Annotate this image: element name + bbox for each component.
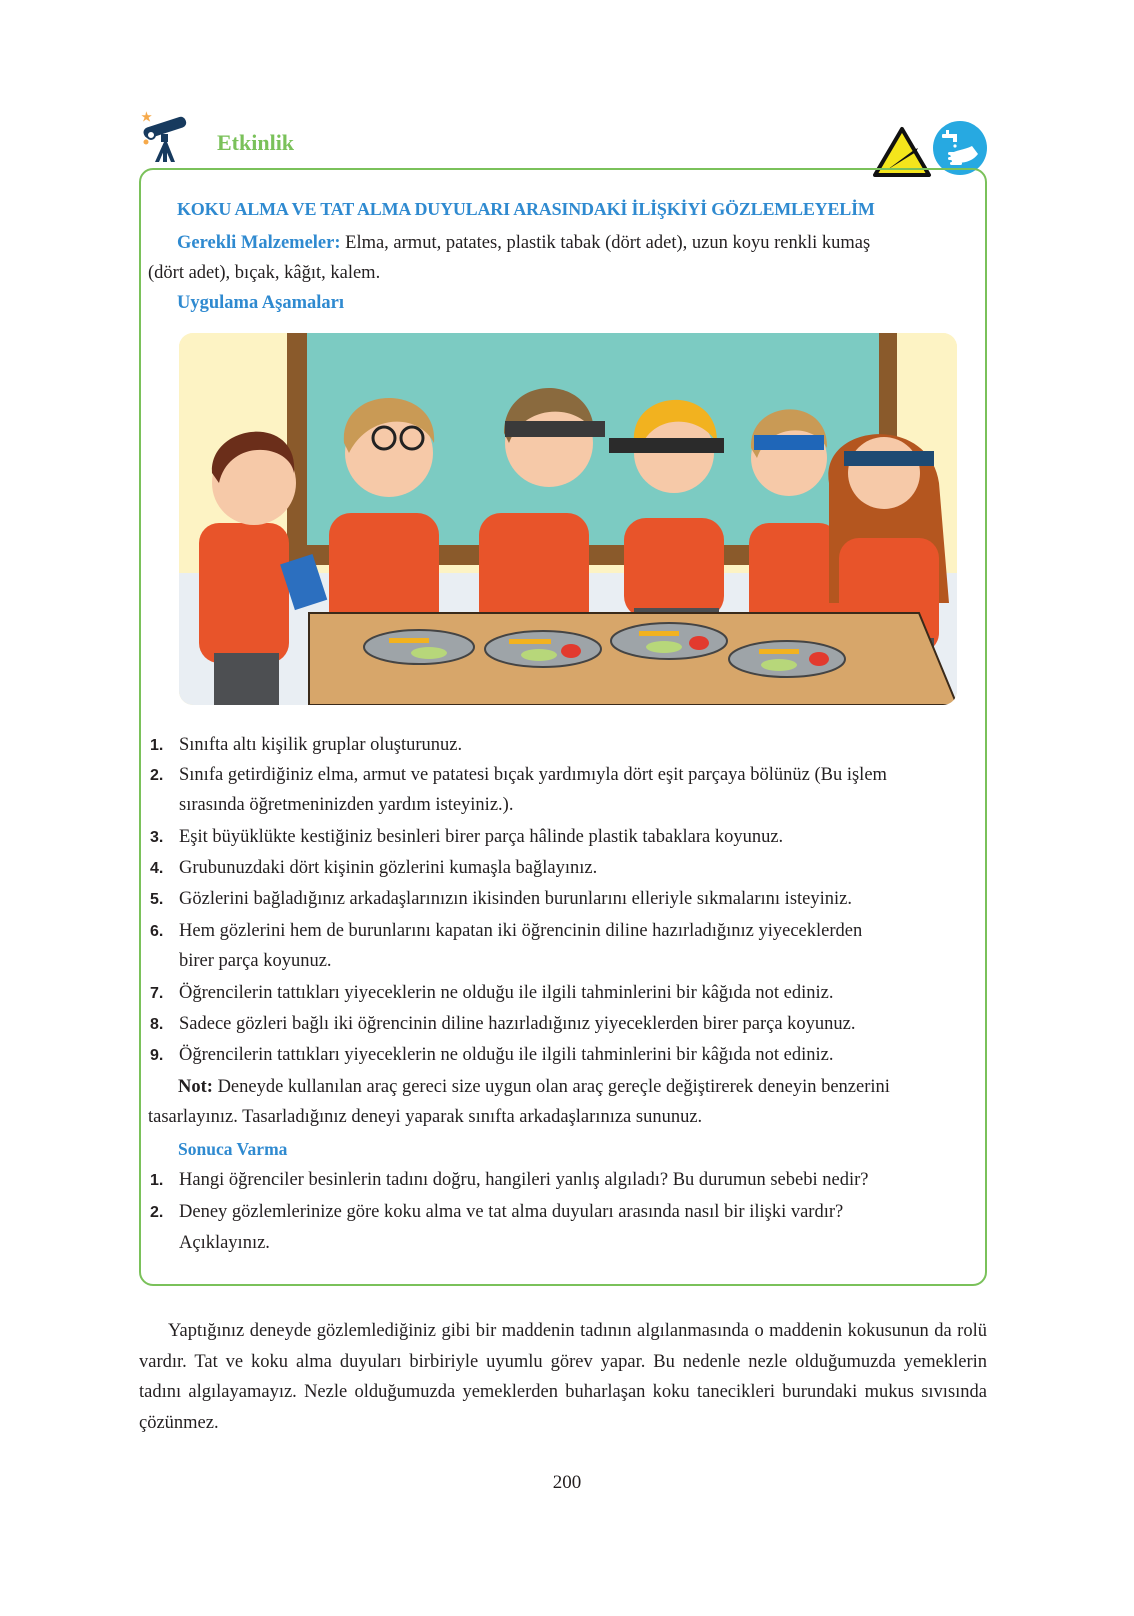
- step-item: 5. Gözlerini bağladığınız arkadaşlarınızın ikisinden burunlarını elleriyle sıkmalarını isteyiniz.: [150, 889, 852, 909]
- step-item: 3. Eşit büyüklükte kestiğiniz besinleri birer parça hâlinde plastik tabaklara koyunuz.: [150, 827, 784, 847]
- classroom-illustration: [179, 333, 957, 705]
- step-item-cont: birer parça koyunuz.: [179, 951, 332, 971]
- step-item: 6. Hem gözlerini hem de burunlarını kapatan iki öğrencinin diline hazırladığınız yiyeceklerden: [150, 921, 863, 941]
- step-item: 1. Sınıfta altı kişilik gruplar oluşturunuz.: [150, 735, 463, 755]
- note-label: Not:: [178, 1077, 213, 1097]
- note-line-cont: tasarlayınız. Tasarladığınız deneyi yaparak sınıfta arkadaşlarınıza sununuz.: [148, 1107, 703, 1127]
- step-item: 4. Grubunuzdaki dört kişinin gözlerini kumaşla bağlayınız.: [150, 858, 598, 878]
- step-item: 9. Öğrencilerin tattıkları yiyeceklerin ne olduğu ile ilgili tahminlerini bir kâğıda not ediniz.: [150, 1045, 834, 1065]
- step-item: 7. Öğrencilerin tattıkları yiyeceklerin ne olduğu ile ilgili tahminlerini bir kâğıda not ediniz.: [150, 983, 834, 1003]
- question-item: 2. Deney gözlemlerinize göre koku alma ve tat alma duyuları arasında nasıl bir ilişki vardır?: [150, 1202, 844, 1222]
- note-line: Not: Deneyde kullanılan araç gereci size uygun olan araç gereçle değiştirerek deneyin benzerini: [178, 1077, 890, 1097]
- materials-text-cont: (dört adet), bıçak, kâğıt, kalem.: [148, 263, 381, 283]
- section-label: Etkinlik: [217, 130, 295, 155]
- steps-heading: Uygulama Aşamaları: [177, 293, 345, 313]
- step-item: 8. Sadece gözleri bağlı iki öğrencinin diline hazırladığınız yiyeceklerden birer parça koyunuz.: [150, 1014, 856, 1034]
- activity-title: KOKU ALMA VE TAT ALMA DUYULARI ARASINDAKİ İLİŞKİYİ GÖZLEMLEYELİM: [177, 199, 875, 219]
- conclusion-heading: Sonuca Varma: [178, 1139, 288, 1159]
- question-item-cont: Açıklayınız.: [179, 1233, 270, 1253]
- step-item: 2. Sınıfa getirdiğiniz elma, armut ve patatesi bıçak yardımıyla dört eşit parçaya bölünüz (Bu işlem: [150, 765, 887, 785]
- body-paragraph: Yaptığınız deneyde gözlemlediğiniz gibi bir maddenin tadının algılanmasında o maddenin kokusunun da rolü vardır. Tat ve koku alma duyuları birbiriyle uyumlu görev yapar. Bu nedenle nezle olduğumuzda yemeklerin tadını algılayamayız. Nezle olduğumuzda yemeklerden buharlaşan koku tanecikleri burundaki mukus sıvısında çözünmez.: [139, 1321, 987, 1433]
- activity-header: [137, 108, 997, 170]
- step-item-cont: sırasında öğretmeninizden yardım isteyiniz.).: [179, 795, 514, 815]
- blindfold-taste-test-illustration: [179, 333, 957, 705]
- materials-text: Elma, armut, patates, plastik tabak (dört adet), uzun koyu renkli kumaş: [340, 233, 871, 253]
- materials-line: [177, 228, 870, 258]
- materials-label: Gerekli Malzemeler:: [177, 233, 341, 253]
- page-number: 200: [552, 1472, 582, 1493]
- question-item: 1. Hangi öğrenciler besinlerin tadını doğru, hangileri yanlış algıladı? Bu durumun sebebi nedir?: [150, 1170, 869, 1190]
- telescope-icon: [137, 108, 197, 164]
